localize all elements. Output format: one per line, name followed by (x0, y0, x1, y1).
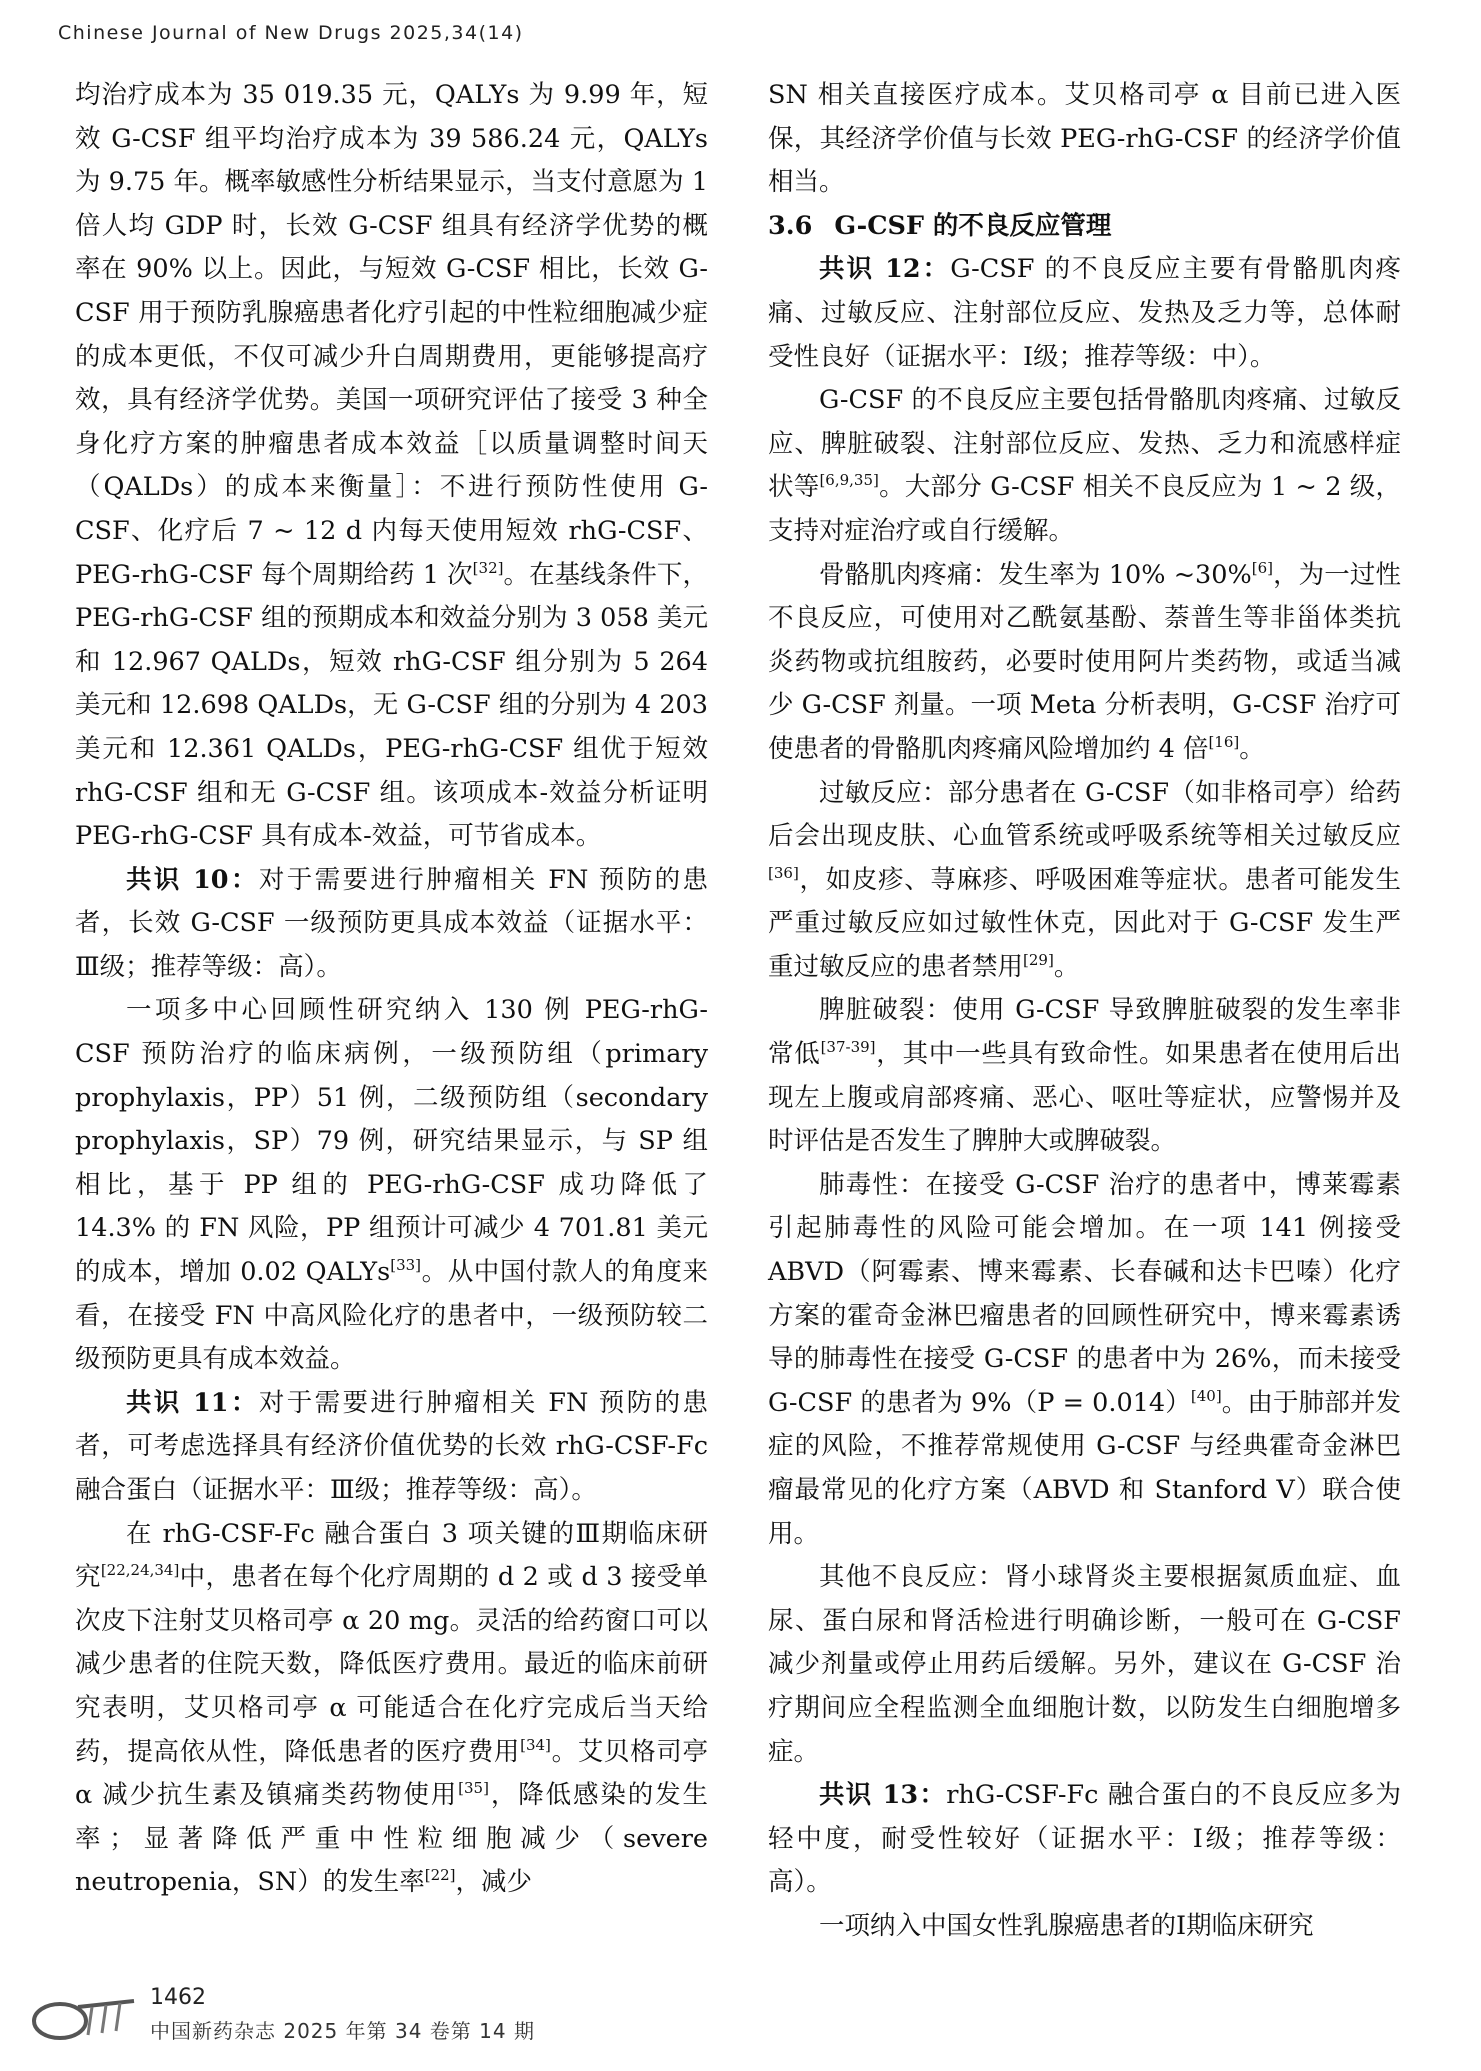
paragraph: 脾脏破裂：使用 G-CSF 导致脾脏破裂的发生率非常低[37-39]，其中一些具有致命性。如果患者在使用后出现左上腹或肩部疼痛、恶心、呕吐等症状，应警惕并及时评估是否发生了脾肿大或脾破裂。 (768, 995, 1401, 1157)
paragraph: 肺毒性：在接受 G-CSF 治疗的患者中，博莱霉素引起肺毒性的风险可能会增加。在一项 141 例接受 ABVD（阿霉素、博来霉素、长春碱和达卡巴嗪）化疗方案的霍奇金淋巴瘤患者的回顾性研究中，博来霉素诱导的肺毒性在接受 G-CSF 的患者中为 26%，而未接受 G-CSF 的患者为 9%（P = 0.014）[40]。由于肺部并发症的风险，不推荐常规使用 G-CSF 与经典霍奇金淋巴瘤最常见的化疗方案（ABVD 和 Stanford V）联合使用。 (768, 1169, 1401, 1549)
journal-logo (30, 1993, 140, 2043)
consensus-label: 共识 10： (126, 864, 259, 895)
paragraph: 过敏反应：部分患者在 G-CSF（如非格司亭）给药后会出现皮肤、心血管系统或呼吸系统等相关过敏反应[36]，如皮疹、荨麻疹、呼吸困难等症状。患者可能发生严重过敏反应如过敏性休克，因此对于 G-CSF 发生严重过敏反应的患者禁用[29]。 (768, 777, 1401, 982)
page-number: 1462 (150, 1985, 206, 2010)
paragraph: 均治疗成本为 35 019.35 元，QALYs 为 9.99 年，短效 G-CSF 组平均治疗成本为 39 586.24 元，QALYs 为 9.75 年。概率敏感性分析结果显示，当支付意愿为 1 倍人均 GDP 时，长效 G-CSF 组具有经济学优势的概率在 90% 以上。因此，与短效 G-CSF 相比，长效 G-CSF 用于预防乳腺癌患者化疗引起的中性粒细胞减少症的成本更低，不仅可减少升白周期费用，更能够提高疗效，具有经济学优势。美国一项研究评估了接受 3 种全身化疗方案的肿瘤患者成本效益［以质量调整时间天（QALDs）的成本来衡量］：不进行预防性使用 G-CSF、化疗后 7 ~ 12 d 内每天使用短效 rhG-CSF、PEG-rhG-CSF 每个周期给药 1 次[32]。在基线条件下，PEG-rhG-CSF 组的预期成本和效益分别为 3 058 美元和 12.967 QALDs，短效 rhG-CSF 组分别为 5 264 美元和 12.698 QALDs，无 G-CSF 组的分别为 4 203 美元和 12.361 QALDs，PEG-rhG-CSF 组优于短效 rhG-CSF 组和无 G-CSF 组。该项成本-效益分析证明 PEG-rhG-CSF 具有成本-效益，可节省成本。 (75, 80, 708, 852)
citation: [33] (390, 1256, 422, 1275)
journal-issue: 中国新药杂志 2025 年第 34 卷第 14 期 (150, 2019, 535, 2043)
section-number: 3.6 (768, 210, 813, 241)
citation: [36] (768, 863, 799, 882)
citation: [40] (1190, 1386, 1222, 1405)
paragraph: 一项多中心回顾性研究纳入 130 例 PEG-rhG-CSF 预防治疗的临床病例，一级预防组（primary prophylaxis，PP）51 例，二级预防组（secondary prophylaxis，SP）79 例，研究结果显示，与 SP 组相比，基于 PP 组的 PEG-rhG-CSF 成功降低了 14.3% 的 FN 风险，PP 组预计可减少 4 701.81 美元的成本，增加 0.02 QALYs[33]。从中国付款人的角度来看，在接受 FN 中高风险化疗的患者中，一级预防较二级预防更具有成本效益。 (75, 995, 708, 1375)
paragraph: 在 rhG-CSF-Fc 融合蛋白 3 项关键的Ⅲ期临床研究[22,24,34]中，患者在每个化疗周期的 d 2 或 d 3 接受单次皮下注射艾贝格司亭 α 20 mg。灵活的给药窗口可以减少患者的住院天数，降低医疗费用。最近的临床前研究表明，艾贝格司亭 α 可能适合在化疗完成后当天给药，提高依从性，降低患者的医疗费用[34]。艾贝格司亭 α 减少抗生素及镇痛类药物使用[35]，降低感染的发生率；显著降低严重中性粒细胞减少（severe neutropenia，SN）的发生率[22]，减少 (75, 1518, 708, 1898)
citation: [35] (458, 1779, 489, 1798)
consensus-12: 共识 12：G-CSF 的不良反应主要有骨骼肌肉疼痛、过敏反应、注射部位反应、发热及乏力等，总体耐受性良好（证据水平：Ⅰ级；推荐等级：中）。 (768, 254, 1401, 372)
citation: [22,24,34] (100, 1561, 180, 1580)
citation: [22] (424, 1866, 456, 1885)
right-column (768, 74, 1401, 1949)
left-column (75, 74, 708, 1905)
paragraph: 其他不良反应：肾小球肾炎主要根据氮质血症、血尿、蛋白尿和肾活检进行明确诊断，一般可在 G-CSF 减少剂量或停止用药后缓解。另外，建议在 G-CSF 治疗期间应全程监测全血细胞计数，以防发生白细胞增多症。 (768, 1562, 1401, 1767)
citation: [16] (1208, 732, 1240, 751)
citation: [6] (1251, 558, 1273, 577)
consensus-label: 共识 11： (126, 1387, 259, 1418)
paragraph: 骨骼肌肉疼痛：发生率为 10% ~30%[6]，为一过性不良反应，可使用对乙酰氨基酚、萘普生等非甾体类抗炎药物或抗组胺药，必要时使用阿片类药物，或适当减少 G-CSF 剂量。一项 Meta 分析表明，G-CSF 治疗可使患者的骨骼肌肉疼痛风险增加约 4 倍[16]。 (768, 558, 1401, 764)
running-head: Chinese Journal of New Drugs 2025,34(14) (58, 22, 524, 44)
citation: [6,9,35] (819, 471, 879, 490)
paragraph: G-CSF 的不良反应主要包括骨骼肌肉疼痛、过敏反应、脾脏破裂、注射部位反应、发热、乏力和流感样症状等[6,9,35]。大部分 G-CSF 相关不良反应为 1 ~ 2 级，支持对症治疗或自行缓解。 (768, 385, 1401, 546)
page-footer (30, 1985, 630, 2065)
consensus-13: 共识 13：rhG-CSF-Fc 融合蛋白的不良反应多为轻中度，耐受性较好（证据水平：Ⅰ级；推荐等级：高）。 (768, 1780, 1401, 1898)
section-heading (768, 205, 1401, 249)
consensus-11: 共识 11：对于需要进行肿瘤相关 FN 预防的患者，可考虑选择具有经济价值优势的长效 rhG-CSF-Fc 融合蛋白（证据水平：Ⅲ级；推荐等级：高）。 (75, 1387, 708, 1505)
section-title: G-CSF 的不良反应管理 (834, 210, 1112, 241)
paragraph: SN 相关直接医疗成本。艾贝格司亭 α 目前已进入医保，其经济学价值与长效 PEG-rhG-CSF 的经济学价值相当。 (768, 80, 1401, 198)
consensus-label: 共识 13： (819, 1780, 947, 1811)
consensus-10: 共识 10：对于需要进行肿瘤相关 FN 预防的患者，长效 G-CSF 一级预防更具成本效益（证据水平：Ⅲ级；推荐等级：高）。 (75, 864, 708, 982)
citation: [37-39] (820, 1038, 876, 1057)
citation: [32] (472, 558, 504, 577)
paragraph: 一项纳入中国女性乳腺癌患者的Ⅰ期临床研究 (819, 1910, 1314, 1941)
citation: [34] (520, 1735, 551, 1754)
consensus-label: 共识 12： (819, 254, 951, 285)
citation: [29] (1023, 950, 1054, 969)
